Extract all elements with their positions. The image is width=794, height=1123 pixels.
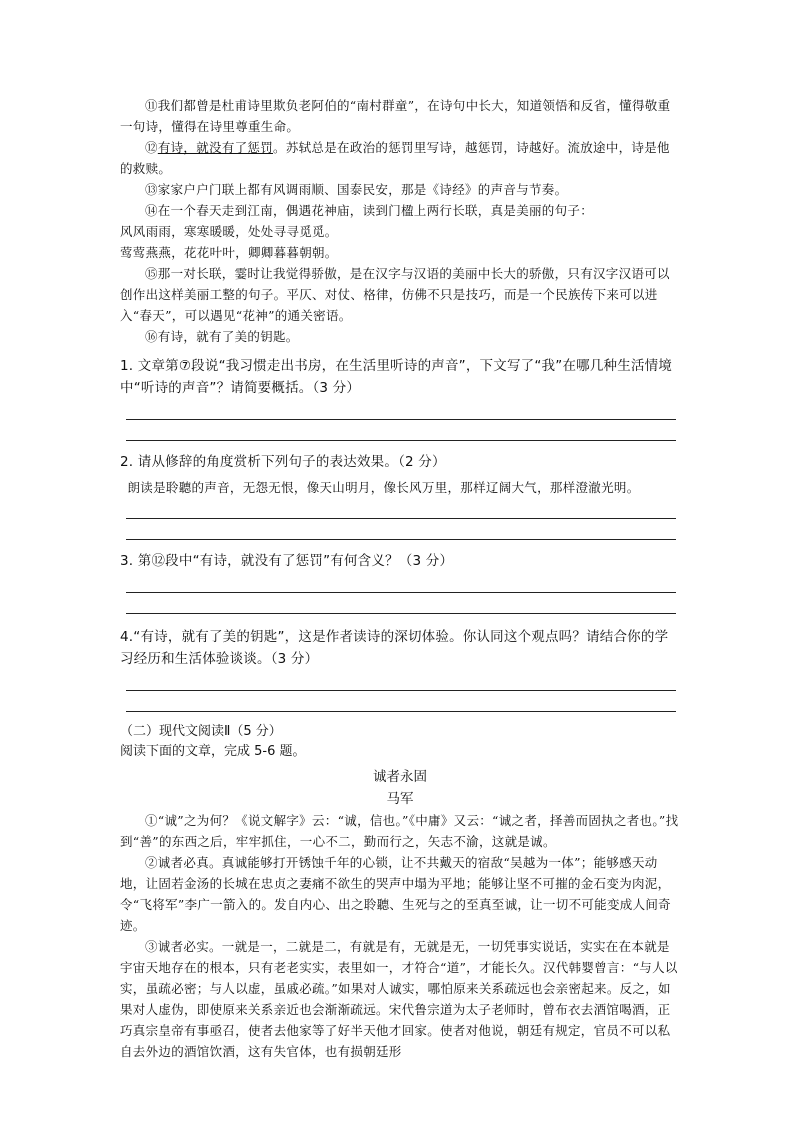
paragraph-13: ⑬家家户户门联上都有风调雨顺、国泰民安，那是《诗经》的声音与节奏。 (145, 182, 568, 197)
question-2: 2. 请从修辞的角度赏析下列句子的表达效果。（2 分） (120, 454, 446, 470)
answer-line[interactable] (126, 420, 676, 441)
answer-line[interactable] (126, 498, 676, 519)
answer-line[interactable] (126, 670, 676, 691)
article-author: 马军 (386, 791, 414, 807)
paragraph-15: ⑮那一对长联，霎时让我觉得骄傲，是在汉字与汉语的美丽中长大的骄傲，只有汉字汉语可以创作出这样美丽工整的句子。平仄、对仗、格律，仿佛不只是技巧，而是一个民族传下来可以进入“春天”，可以遇见“花神”的通关密语。 (120, 266, 670, 323)
question-2-quote: 朗读是聆聽的声音，无怨无恨，像天山明月，像长风万里，那样辽阔大气，那样澄澈光明。 (127, 480, 640, 495)
paragraph-14: ⑭在一个春天走到江南，偶遇花神庙，读到门楹上两行长联，真是美丽的句子： (145, 203, 594, 218)
answer-line[interactable] (126, 399, 676, 420)
underlined-sentence: 有诗，就没有了惩罚 (157, 140, 274, 155)
question-4: 4.“有诗，就有了美的钥匙”，这是作者读诗的深切体验。你认同这个观点吗？请结合你的学习经历和生活体验谈谈。（3 分） (120, 629, 669, 667)
paragraph-16: ⑯有诗，就有了美的钥匙。 (145, 329, 299, 344)
article-title: 诚者永固 (373, 769, 427, 785)
article-paragraph-2: ②诚者必真。真诚能够打开锈蚀千年的心锁，让不共戴天的宿敌“吴越为一体”；能够感天动地，让固若金汤的长城在忠贞之妻痛不欲生的哭声中塌为平地；能够让坚不可摧的金石变为肉泥，令“飞将军”李广一箭入的。发自内心、出之聆聽、生死与之的至真至诚，让一切不可能变成人间奇迹。 (120, 855, 671, 933)
article-paragraph-3: ③诚者必实。一就是一，二就是二，有就是有，无就是无，一切凭事实说话，实实在在本就是宇宙天地存在的根本，只有老老实实，表里如一，才符合“道”，才能长久。汉代韩婴曾言：“与人以实，虽疏必密；与人以虚，虽戚必疏。”如果对人诚实，哪怕原来关系疏远也会亲密起来。反之，如果对人虚伪，即使原来关系亲近也会渐渐疏远。宋代鲁宗道为太子老师时，曾布衣去酒馆喝酒，正巧真宗皇帝有事亟召，使者去他家等了好半天他才回家。使者对他说，朝廷有规定，官员不可以私自去外边的酒馆饮酒，这有失官体，也有损朝廷形 (120, 939, 678, 1059)
couplet-line-1: 风风雨雨，寒寒暖暖，处处寻寻觅觅。 (120, 224, 338, 239)
article-paragraph-1: ①“诚”之为何？《说文解字》云：“诚，信也。”《中庸》又云：“诚之者，择善而固执之者也。”找到“善”的东西之后，牢牢抓住，一心不二，勤而行之，矢志不渝，这就是诚。 (120, 813, 679, 849)
section-instruction: 阅读下面的文章，完成 5-6 题。 (120, 744, 306, 759)
exam-page (120, 95, 680, 1062)
section-heading: （二）现代文阅读Ⅱ（5 分） (120, 724, 282, 739)
paragraph-11: ⑪我们都曾是杜甫诗里欺负老阿伯的“南村群童”，在诗句中长大，知道领悟和反省，懂得敬重一句诗，懂得在诗里尊重生命。 (120, 98, 671, 134)
answer-line[interactable] (126, 691, 676, 712)
answer-line[interactable] (126, 519, 676, 540)
couplet-line-2: 莺莺燕燕，花花叶叶，卿卿暮暮朝朝。 (120, 245, 338, 260)
paragraph-12: ⑫有诗，就没有了惩罚。苏轼总是在政治的惩罚里写诗，越惩罚，诗越好。流放途中，诗是他的救赎。 (120, 140, 670, 176)
question-1: 1. 文章第⑦段说“我习惯走出书房，在生活里听诗的声音”，下文写了“我”在哪几种生活情境中“听诗的声音”？请简要概括。（3 分） (120, 358, 673, 396)
question-3: 3. 第⑫段中“有诗，就没有了惩罚”有何含义？（3 分） (120, 553, 454, 569)
answer-line[interactable] (126, 593, 676, 614)
answer-line[interactable] (126, 572, 676, 593)
